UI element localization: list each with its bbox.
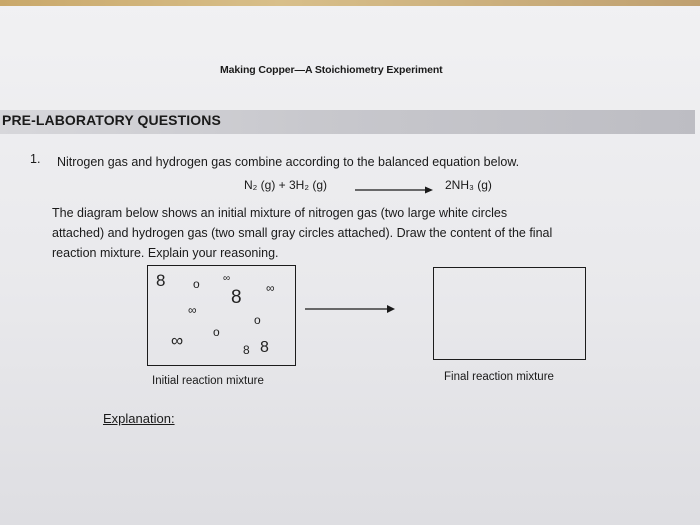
hydrogen-molecule-icon: ∞ — [188, 303, 197, 317]
hydrogen-molecule-icon: o — [193, 277, 200, 291]
question-line-1: The diagram below shows an initial mixture of nitrogen gas (two large white circles — [52, 206, 508, 220]
nitrogen-molecule-icon: 8 — [231, 287, 242, 308]
final-mixture-box[interactable] — [433, 267, 586, 360]
document-title: Making Copper—A Stoichiometry Experiment — [220, 64, 443, 76]
hydrogen-molecule-icon: ∞ — [266, 281, 275, 295]
question-line-2: attached) and hydrogen gas (two small gray circles attached). Draw the content of the final — [52, 226, 553, 240]
hydrogen-molecule-icon: o — [213, 325, 220, 339]
top-edge-strip — [0, 0, 700, 6]
mixture-arrow-icon — [305, 303, 395, 315]
final-mixture-caption: Final reaction mixture — [444, 371, 554, 383]
hydrogen-molecule-icon: o — [254, 313, 261, 327]
explanation-label: Explanation: — [103, 411, 175, 426]
question-text: Nitrogen gas and hydrogen gas combine according to the balanced equation below. — [57, 155, 520, 169]
initial-mixture-box — [147, 265, 296, 366]
nitrogen-molecule-icon: 8 — [260, 339, 269, 356]
section-title: PRE-LABORATORY QUESTIONS — [2, 112, 221, 128]
nitrogen-molecule-icon: ∞ — [171, 331, 184, 350]
initial-mixture-caption: Initial reaction mixture — [152, 375, 264, 387]
question-line-3: reaction mixture. Explain your reasoning. — [52, 246, 279, 260]
hydrogen-molecule-icon: ∞ — [223, 273, 231, 284]
hydrogen-molecule-icon: 8 — [243, 343, 250, 357]
nitrogen-molecule-icon: 8 — [156, 271, 166, 290]
reaction-arrow-icon — [355, 185, 433, 195]
equation-reactants: N₂ (g) + 3H₂ (g) — [244, 178, 327, 192]
question-number: 1. — [30, 152, 41, 166]
equation-products: 2NH₃ (g) — [445, 178, 492, 192]
